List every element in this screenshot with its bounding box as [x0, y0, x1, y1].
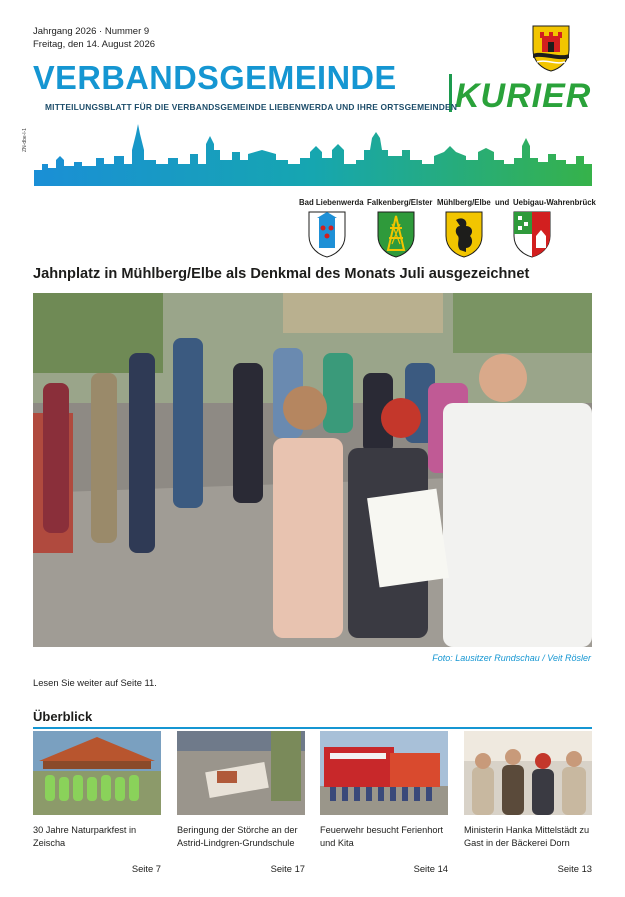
municipality-label: Bad Liebenwerda: [299, 198, 364, 207]
overview-item-page[interactable]: Seite 7: [131, 863, 161, 874]
verbandsgemeinde-crest-icon: [531, 24, 571, 72]
overview-thumb-naturparkfest[interactable]: [33, 731, 161, 815]
overview-item-page[interactable]: Seite 13: [557, 863, 592, 874]
photo-caption: Foto: Lausitzer Rundschau / Veit Rösler: [432, 653, 591, 663]
overview-item-text[interactable]: Ministerin Hanka Mittelstädt zu Gast in der Bäckerei Dorn: [464, 825, 590, 848]
bad-liebenwerda-crest-icon: [307, 210, 347, 258]
overview-item-page[interactable]: Seite 17: [270, 863, 305, 874]
side-code: ZN-dbe-l-1: [22, 128, 28, 152]
overview-thumb-baeckerei[interactable]: [464, 731, 592, 815]
lead-headline: Jahnplatz in Mühlberg/Elbe als Denkmal des Monats Juli ausgezeichnet: [33, 266, 530, 282]
overview-title: Überblick: [33, 709, 93, 724]
read-more-link[interactable]: Lesen Sie weiter auf Seite 11.: [33, 677, 157, 688]
issue-date: Freitag, den 14. August 2026: [33, 38, 156, 50]
issue-number: Jahrgang 2026 · Nummer 9: [33, 26, 150, 37]
masthead-title: VERBANDSGEMEINDE: [33, 59, 397, 96]
municipality-label: und: [495, 198, 510, 207]
uebigau-crest-icon: [512, 210, 552, 258]
overview-item-page[interactable]: Seite 14: [413, 863, 448, 874]
municipality-label: Falkenberg/Elster: [367, 198, 433, 207]
overview-item-text[interactable]: Beringung der Störche an der Astrid-Lindgren-Grundschule: [177, 825, 298, 848]
issue-info: [33, 26, 155, 51]
masthead-subtitle: MITTEILUNGSBLATT FÜR DIE VERBANDSGEMEINDE LIEBENWERDA UND IHRE ORTSGEMEINDEN: [45, 102, 458, 112]
falkenberg-crest-icon: [376, 210, 416, 258]
overview-divider: [33, 727, 592, 729]
overview-item-text[interactable]: 30 Jahre Naturparkfest in Zeischa: [33, 825, 137, 848]
municipality-label: Uebigau-Wahrenbrück: [513, 198, 596, 207]
overview-thumb-stoerche[interactable]: [177, 731, 305, 815]
municipality-label: Mühlberg/Elbe: [437, 198, 491, 207]
overview-thumb-feuerwehr[interactable]: [320, 731, 448, 815]
city-skyline-banner: [34, 120, 592, 186]
muehlberg-crest-icon: [444, 210, 484, 258]
masthead-accent: KURIER: [455, 77, 592, 115]
overview-item-text[interactable]: Feuerwehr besucht Ferienhort und Kita: [320, 825, 444, 848]
lead-photo: [33, 293, 592, 647]
